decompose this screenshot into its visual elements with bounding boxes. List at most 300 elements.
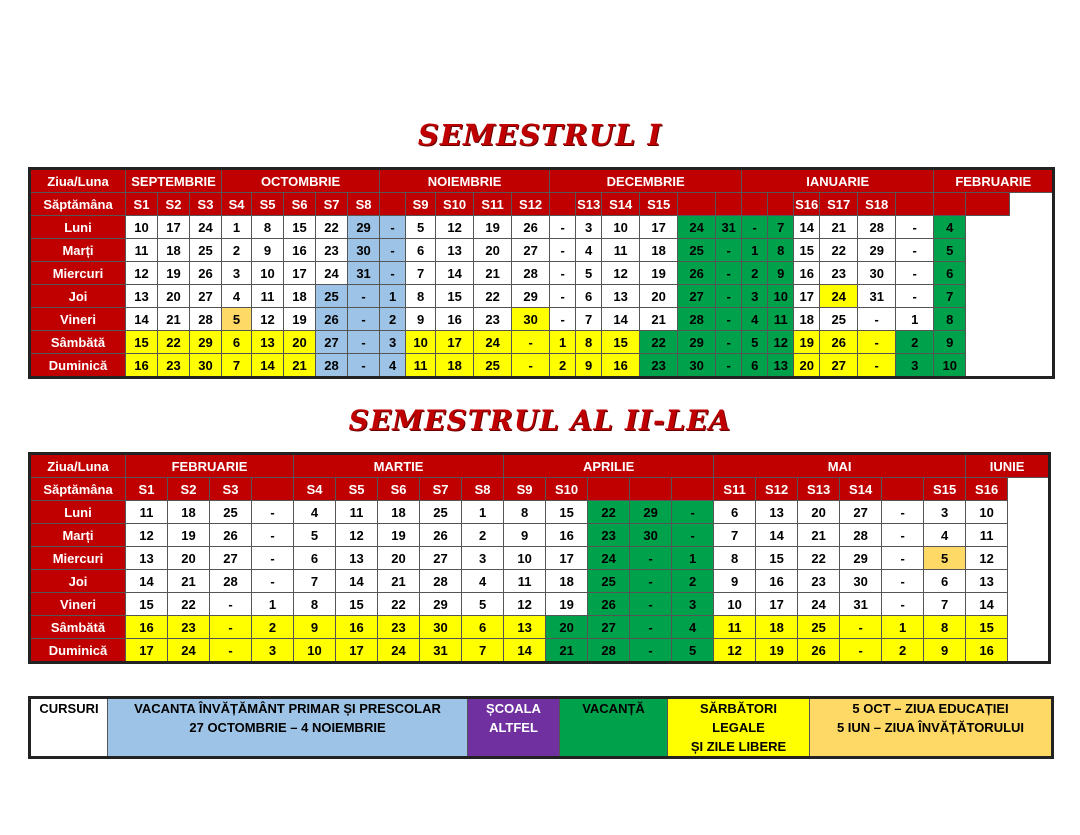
- date-cell: 7: [294, 570, 336, 593]
- date-cell: 29: [678, 331, 716, 354]
- date-cell: 18: [794, 308, 820, 331]
- week-label: Săptămâna: [30, 478, 126, 501]
- week-header: [380, 193, 406, 216]
- date-cell: 22: [640, 331, 678, 354]
- date-cell: 6: [462, 616, 504, 639]
- date-cell: 26: [512, 216, 550, 239]
- week-header: S14: [602, 193, 640, 216]
- week-header: [934, 193, 966, 216]
- legend-zile-speciale: 5 OCT – ZIUA EDUCAȚIEI 5 IUN – ZIUA ÎNVĂȚĂTORULUI: [810, 698, 1053, 758]
- month-header: NOIEMBRIE: [380, 169, 550, 193]
- date-cell: 17: [640, 216, 678, 239]
- date-cell: 18: [168, 501, 210, 524]
- date-cell: 6: [294, 547, 336, 570]
- date-cell: 10: [406, 331, 436, 354]
- legend-row: [30, 698, 1053, 758]
- date-cell: 24: [316, 262, 348, 285]
- date-cell: 10: [934, 354, 966, 378]
- date-cell: 2: [222, 239, 252, 262]
- date-cell: 25: [316, 285, 348, 308]
- date-cell: 24: [820, 285, 858, 308]
- date-cell: 6: [406, 239, 436, 262]
- date-cell: 24: [798, 593, 840, 616]
- day-row: [30, 239, 1054, 262]
- date-cell: 22: [316, 216, 348, 239]
- date-cell: 17: [158, 216, 190, 239]
- legend-scoala-altfel: ȘCOALA ALTFEL: [468, 698, 560, 758]
- date-cell: 2: [550, 354, 576, 378]
- date-cell: 3: [462, 547, 504, 570]
- date-cell: 1: [672, 547, 714, 570]
- week-header: S1: [126, 193, 158, 216]
- date-cell: 8: [252, 216, 284, 239]
- date-cell: -: [512, 354, 550, 378]
- date-cell: 13: [756, 501, 798, 524]
- day-name: Luni: [30, 501, 126, 524]
- week-header: [678, 193, 716, 216]
- date-cell: -: [210, 616, 252, 639]
- date-cell: 1: [222, 216, 252, 239]
- date-cell: 12: [336, 524, 378, 547]
- date-cell: 20: [168, 547, 210, 570]
- date-cell: 17: [756, 593, 798, 616]
- date-cell: 19: [284, 308, 316, 331]
- date-cell: 11: [252, 285, 284, 308]
- date-cell: 18: [640, 239, 678, 262]
- legend-cursuri: CURSURI: [30, 698, 108, 758]
- date-cell: 7: [934, 285, 966, 308]
- week-header: S8: [462, 478, 504, 501]
- day-name: Joi: [30, 570, 126, 593]
- date-cell: 12: [602, 262, 640, 285]
- date-cell: 20: [640, 285, 678, 308]
- date-cell: 15: [284, 216, 316, 239]
- date-cell: 8: [714, 547, 756, 570]
- date-cell: 31: [420, 639, 462, 663]
- date-cell: -: [716, 285, 742, 308]
- date-cell: 28: [190, 308, 222, 331]
- week-header: S10: [546, 478, 588, 501]
- date-cell: 20: [798, 501, 840, 524]
- date-cell: -: [858, 331, 896, 354]
- date-cell: 25: [820, 308, 858, 331]
- date-cell: 4: [222, 285, 252, 308]
- day-month-label: Ziua/Luna: [30, 169, 126, 193]
- week-header: S11: [474, 193, 512, 216]
- date-cell: 30: [858, 262, 896, 285]
- legend-vacanta-primar: VACANTA ÎNVĂȚĂMÂNT PRIMAR ȘI PRESCOLAR 27 OCTOMBRIE – 4 NOIEMBRIE: [108, 698, 468, 758]
- date-cell: -: [882, 593, 924, 616]
- date-cell: -: [882, 501, 924, 524]
- week-header: S8: [348, 193, 380, 216]
- date-cell: 2: [882, 639, 924, 663]
- date-cell: 9: [504, 524, 546, 547]
- date-cell: 22: [798, 547, 840, 570]
- month-header: DECEMBRIE: [550, 169, 742, 193]
- date-cell: 29: [420, 593, 462, 616]
- month-header: IANUARIE: [742, 169, 934, 193]
- week-header: S6: [284, 193, 316, 216]
- date-cell: 1: [380, 285, 406, 308]
- date-cell: 18: [158, 239, 190, 262]
- date-cell: 20: [378, 547, 420, 570]
- date-cell: 16: [966, 639, 1008, 663]
- date-cell: -: [882, 570, 924, 593]
- week-header: [716, 193, 742, 216]
- date-cell: 13: [252, 331, 284, 354]
- date-cell: 5: [576, 262, 602, 285]
- date-cell: 27: [316, 331, 348, 354]
- date-cell: -: [716, 331, 742, 354]
- date-cell: 30: [348, 239, 380, 262]
- date-cell: 15: [602, 331, 640, 354]
- date-cell: 26: [798, 639, 840, 663]
- date-cell: -: [380, 239, 406, 262]
- date-cell: 4: [742, 308, 768, 331]
- date-cell: 20: [546, 616, 588, 639]
- date-cell: 8: [504, 501, 546, 524]
- date-cell: 26: [588, 593, 630, 616]
- date-cell: 4: [462, 570, 504, 593]
- date-cell: 14: [336, 570, 378, 593]
- date-cell: -: [348, 331, 380, 354]
- date-cell: 14: [252, 354, 284, 378]
- date-cell: -: [630, 639, 672, 663]
- date-cell: 2: [462, 524, 504, 547]
- date-cell: 15: [126, 593, 168, 616]
- semester-1-title: SEMESTRUL I: [417, 118, 663, 152]
- date-cell: 26: [678, 262, 716, 285]
- date-cell: -: [896, 216, 934, 239]
- date-cell: 1: [550, 331, 576, 354]
- legend: [28, 696, 1054, 759]
- week-header: S18: [858, 193, 896, 216]
- semester-2-title: SEMESTRUL AL II-LEA: [348, 404, 732, 437]
- date-cell: 10: [966, 501, 1008, 524]
- date-cell: 28: [840, 524, 882, 547]
- date-cell: 25: [678, 239, 716, 262]
- date-cell: 6: [934, 262, 966, 285]
- month-header: IUNIE: [966, 454, 1050, 478]
- week-header: S16: [966, 478, 1008, 501]
- date-cell: 23: [588, 524, 630, 547]
- date-cell: 8: [406, 285, 436, 308]
- date-cell: 5: [462, 593, 504, 616]
- month-header: FEBRUARIE: [934, 169, 1054, 193]
- date-cell: 25: [474, 354, 512, 378]
- date-cell: 8: [924, 616, 966, 639]
- week-header: S13: [576, 193, 602, 216]
- week-header: S10: [436, 193, 474, 216]
- date-cell: 18: [378, 501, 420, 524]
- date-cell: 30: [512, 308, 550, 331]
- date-cell: 3: [576, 216, 602, 239]
- date-cell: -: [858, 308, 896, 331]
- day-name: Sâmbătă: [30, 616, 126, 639]
- date-cell: -: [348, 354, 380, 378]
- date-cell: 7: [924, 593, 966, 616]
- day-row: [30, 285, 1054, 308]
- date-cell: 17: [794, 285, 820, 308]
- date-cell: 25: [420, 501, 462, 524]
- date-cell: 28: [858, 216, 896, 239]
- date-cell: -: [550, 285, 576, 308]
- date-cell: 30: [840, 570, 882, 593]
- date-cell: 21: [798, 524, 840, 547]
- date-cell: 16: [602, 354, 640, 378]
- date-cell: 5: [406, 216, 436, 239]
- date-cell: -: [896, 262, 934, 285]
- date-cell: -: [210, 593, 252, 616]
- week-header: S15: [640, 193, 678, 216]
- week-header: [882, 478, 924, 501]
- week-header: S4: [222, 193, 252, 216]
- date-cell: 19: [794, 331, 820, 354]
- date-cell: -: [252, 547, 294, 570]
- semester-1-calendar: [28, 167, 1055, 379]
- date-cell: 9: [576, 354, 602, 378]
- date-cell: -: [840, 616, 882, 639]
- week-header-row: [30, 193, 1054, 216]
- date-cell: 7: [406, 262, 436, 285]
- day-name: Miercuri: [30, 262, 126, 285]
- date-cell: 13: [436, 239, 474, 262]
- date-cell: 15: [756, 547, 798, 570]
- date-cell: 17: [336, 639, 378, 663]
- week-header: [896, 193, 934, 216]
- date-cell: 18: [436, 354, 474, 378]
- date-cell: 10: [504, 547, 546, 570]
- date-cell: 11: [126, 501, 168, 524]
- date-cell: 19: [378, 524, 420, 547]
- day-row: [30, 331, 1054, 354]
- month-header-row: [30, 169, 1054, 193]
- week-header: S7: [420, 478, 462, 501]
- date-cell: 22: [820, 239, 858, 262]
- date-cell: 21: [820, 216, 858, 239]
- date-cell: 21: [474, 262, 512, 285]
- date-cell: 21: [378, 570, 420, 593]
- day-name: Sâmbătă: [30, 331, 126, 354]
- day-row: [30, 524, 1050, 547]
- date-cell: 11: [504, 570, 546, 593]
- date-cell: -: [672, 501, 714, 524]
- date-cell: -: [348, 285, 380, 308]
- date-cell: 25: [210, 501, 252, 524]
- date-cell: 2: [672, 570, 714, 593]
- date-cell: 11: [406, 354, 436, 378]
- date-cell: 15: [966, 616, 1008, 639]
- date-cell: -: [380, 262, 406, 285]
- week-header: S17: [820, 193, 858, 216]
- date-cell: 27: [840, 501, 882, 524]
- date-cell: 16: [756, 570, 798, 593]
- week-header: [588, 478, 630, 501]
- date-cell: 1: [252, 593, 294, 616]
- date-cell: 14: [966, 593, 1008, 616]
- date-cell: -: [716, 354, 742, 378]
- date-cell: 17: [126, 639, 168, 663]
- week-header: S15: [924, 478, 966, 501]
- day-row: [30, 570, 1050, 593]
- date-cell: 22: [588, 501, 630, 524]
- date-cell: 10: [602, 216, 640, 239]
- date-cell: 21: [168, 570, 210, 593]
- date-cell: 31: [716, 216, 742, 239]
- date-cell: 29: [512, 285, 550, 308]
- date-cell: 20: [474, 239, 512, 262]
- date-cell: 25: [588, 570, 630, 593]
- date-cell: 10: [252, 262, 284, 285]
- date-cell: 26: [420, 524, 462, 547]
- date-cell: 13: [126, 547, 168, 570]
- month-header: MAI: [714, 454, 966, 478]
- date-cell: 28: [316, 354, 348, 378]
- date-cell: 16: [546, 524, 588, 547]
- week-header: S4: [294, 478, 336, 501]
- week-header: S2: [168, 478, 210, 501]
- day-name: Marți: [30, 524, 126, 547]
- date-cell: 13: [768, 354, 794, 378]
- date-cell: 18: [284, 285, 316, 308]
- date-cell: 22: [378, 593, 420, 616]
- date-cell: 9: [714, 570, 756, 593]
- date-cell: 19: [474, 216, 512, 239]
- date-cell: 14: [794, 216, 820, 239]
- day-row: [30, 593, 1050, 616]
- date-cell: -: [252, 524, 294, 547]
- week-header: [672, 478, 714, 501]
- date-cell: 16: [126, 616, 168, 639]
- date-cell: 7: [768, 216, 794, 239]
- date-cell: 14: [504, 639, 546, 663]
- date-cell: 15: [336, 593, 378, 616]
- day-row: [30, 547, 1050, 570]
- date-cell: -: [512, 331, 550, 354]
- date-cell: 31: [348, 262, 380, 285]
- date-cell: 14: [436, 262, 474, 285]
- date-cell: 13: [336, 547, 378, 570]
- date-cell: 13: [966, 570, 1008, 593]
- day-name: Duminică: [30, 354, 126, 378]
- date-cell: 20: [158, 285, 190, 308]
- date-cell: 16: [336, 616, 378, 639]
- week-header: [630, 478, 672, 501]
- date-cell: 24: [678, 216, 716, 239]
- date-cell: 2: [380, 308, 406, 331]
- month-header: APRILIE: [504, 454, 714, 478]
- date-cell: -: [896, 285, 934, 308]
- legend-sarbatori: SĂRBĂTORI LEGALE ȘI ZILE LIBERE: [668, 698, 810, 758]
- date-cell: 23: [158, 354, 190, 378]
- date-cell: 27: [512, 239, 550, 262]
- day-name: Joi: [30, 285, 126, 308]
- date-cell: -: [716, 308, 742, 331]
- date-cell: -: [716, 262, 742, 285]
- date-cell: 12: [436, 216, 474, 239]
- day-name: Vineri: [30, 308, 126, 331]
- date-cell: 29: [190, 331, 222, 354]
- date-cell: 23: [168, 616, 210, 639]
- week-header: [768, 193, 794, 216]
- date-cell: 23: [820, 262, 858, 285]
- date-cell: 19: [546, 593, 588, 616]
- date-cell: 23: [640, 354, 678, 378]
- date-cell: 14: [126, 570, 168, 593]
- date-cell: 29: [348, 216, 380, 239]
- date-cell: 11: [714, 616, 756, 639]
- date-cell: 11: [602, 239, 640, 262]
- week-header: [550, 193, 576, 216]
- date-cell: -: [630, 547, 672, 570]
- date-cell: 25: [190, 239, 222, 262]
- date-cell: 22: [168, 593, 210, 616]
- date-cell: 27: [190, 285, 222, 308]
- legend-vacanta: VACANȚĂ: [560, 698, 668, 758]
- date-cell: 1: [882, 616, 924, 639]
- date-cell: -: [550, 239, 576, 262]
- day-row: [30, 308, 1054, 331]
- week-header: S13: [798, 478, 840, 501]
- date-cell: 21: [640, 308, 678, 331]
- date-cell: 24: [588, 547, 630, 570]
- date-cell: -: [630, 570, 672, 593]
- date-cell: 5: [742, 331, 768, 354]
- date-cell: 27: [420, 547, 462, 570]
- date-cell: -: [672, 524, 714, 547]
- date-cell: 22: [474, 285, 512, 308]
- date-cell: 2: [252, 616, 294, 639]
- date-cell: 26: [820, 331, 858, 354]
- date-cell: 25: [798, 616, 840, 639]
- date-cell: 3: [672, 593, 714, 616]
- date-cell: -: [840, 639, 882, 663]
- date-cell: 7: [714, 524, 756, 547]
- date-cell: 27: [210, 547, 252, 570]
- week-header: [966, 193, 1010, 216]
- date-cell: -: [882, 524, 924, 547]
- date-cell: 12: [714, 639, 756, 663]
- date-cell: 16: [436, 308, 474, 331]
- date-cell: 12: [126, 262, 158, 285]
- date-cell: 6: [714, 501, 756, 524]
- day-row: [30, 354, 1054, 378]
- date-cell: 28: [678, 308, 716, 331]
- date-cell: -: [550, 308, 576, 331]
- date-cell: 19: [168, 524, 210, 547]
- date-cell: 29: [858, 239, 896, 262]
- date-cell: 24: [474, 331, 512, 354]
- week-header: S6: [378, 478, 420, 501]
- date-cell: 28: [512, 262, 550, 285]
- date-cell: 20: [794, 354, 820, 378]
- date-cell: 28: [420, 570, 462, 593]
- date-cell: 24: [190, 216, 222, 239]
- date-cell: 10: [768, 285, 794, 308]
- date-cell: 3: [896, 354, 934, 378]
- date-cell: 24: [378, 639, 420, 663]
- date-cell: 17: [284, 262, 316, 285]
- date-cell: 22: [158, 331, 190, 354]
- date-cell: 2: [742, 262, 768, 285]
- date-cell: 8: [576, 331, 602, 354]
- date-cell: 29: [630, 501, 672, 524]
- date-cell: 5: [924, 547, 966, 570]
- date-cell: 27: [820, 354, 858, 378]
- date-cell: 17: [546, 547, 588, 570]
- day-row: [30, 501, 1050, 524]
- day-row: [30, 262, 1054, 285]
